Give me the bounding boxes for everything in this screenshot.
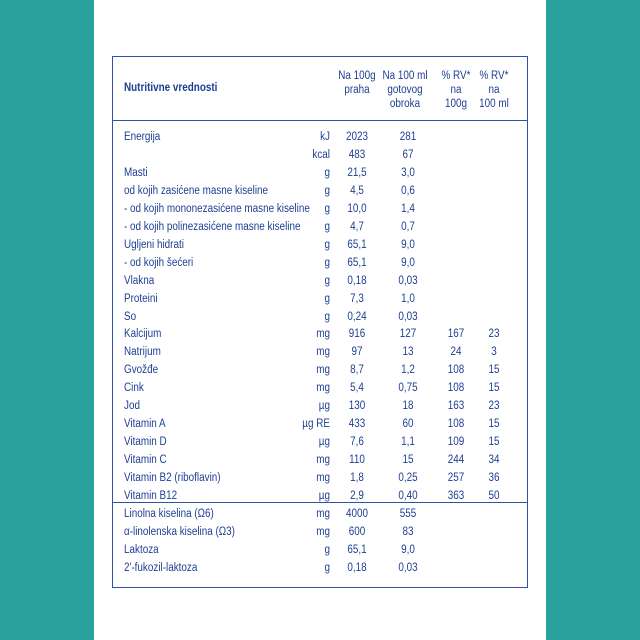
- header-rv-100g-line: na: [450, 84, 462, 96]
- row-name: α-linolenska kiselina (Ω3): [124, 525, 235, 538]
- row-name: Cink: [124, 382, 144, 395]
- row-value-100g: 2023: [345, 131, 369, 143]
- row-value-100ml: 0,03: [398, 274, 418, 287]
- row-value-100g: 0,18: [347, 274, 367, 287]
- row-value-100ml: 127: [399, 328, 417, 341]
- row-value-100g: 65,1: [347, 256, 367, 269]
- header-rv-100g-line: 100g: [444, 98, 468, 110]
- row-value-100ml: 9,0: [401, 543, 415, 556]
- row-value-100g: 130: [348, 400, 366, 413]
- row-name: Energija: [124, 131, 161, 143]
- row-rv-100ml: 15: [488, 436, 500, 449]
- row-value-100ml: 1,1: [401, 436, 415, 449]
- row-value-100g: 4,7: [350, 220, 364, 233]
- row-unit: g: [324, 220, 330, 233]
- row-value-100ml: 0,03: [398, 561, 418, 574]
- row-rv-100g: 24: [450, 346, 462, 359]
- row-value-100ml: 555: [399, 508, 417, 520]
- row-value-100g: 2,9: [350, 490, 364, 502]
- row-rv-100g: 108: [447, 382, 465, 395]
- table-title: Nutritivne vrednosti: [124, 82, 218, 94]
- row-name: Gvožđe: [124, 364, 159, 377]
- row-rv-100ml: 15: [488, 382, 500, 395]
- row-value-100g: 5,4: [350, 382, 364, 395]
- row-unit: mg: [316, 364, 330, 377]
- row-name: Masti: [124, 166, 148, 179]
- row-value-100ml: 18: [402, 400, 414, 413]
- row-value-100ml: 1,2: [401, 364, 415, 377]
- row-name: Ugljeni hidrati: [124, 238, 184, 251]
- row-value-100g: 110: [349, 454, 365, 467]
- row-value-100g: 7,3: [350, 292, 364, 305]
- row-value-100g: 8,7: [350, 364, 364, 377]
- row-name: 2'-fukozil-laktoza: [124, 561, 198, 574]
- row-unit: g: [324, 166, 330, 179]
- row-rv-100g: 257: [447, 472, 465, 485]
- row-unit: mg: [316, 382, 330, 395]
- row-value-100ml: 0,75: [398, 382, 418, 395]
- row-value-100g: 483: [348, 148, 366, 161]
- row-unit: µg RE: [302, 418, 330, 431]
- row-name: Proteini: [124, 292, 158, 305]
- row-name: Laktoza: [124, 543, 159, 556]
- row-unit: mg: [316, 346, 330, 359]
- row-unit: mg: [316, 328, 330, 341]
- row-name: Natrijum: [124, 346, 161, 359]
- header-rv-100g-line: % RV*: [441, 70, 471, 82]
- row-value-100ml: 13: [402, 346, 414, 359]
- row-unit: kcal: [312, 148, 330, 161]
- row-value-100g: 4000: [345, 508, 369, 520]
- row-unit: g: [324, 184, 330, 197]
- row-value-100ml: 0,7: [401, 220, 415, 233]
- row-value-100g: 916: [348, 328, 366, 341]
- row-value-100ml: 0,6: [401, 184, 415, 197]
- header-divider: [112, 120, 528, 121]
- row-unit: g: [324, 543, 330, 556]
- row-rv-100g: 163: [447, 400, 465, 413]
- row-value-100ml: 1,0: [401, 292, 415, 305]
- row-rv-100ml: 23: [488, 400, 500, 413]
- row-rv-100g: 108: [447, 418, 465, 431]
- row-name: Linolna kiselina (Ω6): [124, 508, 214, 520]
- row-name: Vitamin D: [124, 436, 167, 449]
- row-value-100ml: 9,0: [401, 238, 415, 251]
- row-name: - od kojih šećeri: [124, 256, 194, 269]
- header-per-100g-line: praha: [344, 84, 370, 96]
- row-unit: µg: [318, 490, 330, 502]
- row-name: Kalcijum: [124, 328, 162, 341]
- row-name: So: [124, 310, 137, 323]
- row-value-100g: 600: [348, 525, 366, 538]
- row-value-100g: 7,6: [350, 436, 364, 449]
- row-value-100g: 65,1: [347, 238, 367, 251]
- row-rv-100ml: 3: [491, 346, 497, 359]
- row-value-100ml: 67: [402, 148, 414, 161]
- row-value-100g: 1,8: [350, 472, 364, 485]
- row-unit: g: [324, 561, 330, 574]
- row-value-100ml: 9,0: [401, 256, 415, 269]
- row-value-100ml: 0,03: [398, 310, 418, 323]
- row-rv-100ml: 34: [488, 454, 500, 467]
- header-rv-100ml-line: 100 ml: [479, 98, 509, 110]
- row-value-100g: 65,1: [347, 543, 367, 556]
- row-value-100ml: 83: [402, 525, 414, 538]
- row-value-100g: 4,5: [350, 184, 364, 197]
- row-name: Vitamin B2 (riboflavin): [124, 472, 221, 485]
- row-name: Vitamin B12: [124, 490, 178, 502]
- row-unit: µg: [318, 436, 330, 449]
- row-name: - od kojih polinezasićene masne kiseline: [124, 220, 301, 233]
- header-per-100ml-line: gotovog: [387, 84, 423, 96]
- row-value-100g: 433: [348, 418, 366, 431]
- row-rv-100ml: 15: [488, 364, 500, 377]
- row-name: od kojih zasićene masne kiseline: [124, 184, 269, 197]
- row-unit: µg: [318, 400, 330, 413]
- header-per-100g-line: Na 100g: [338, 70, 376, 82]
- row-value-100g: 0,24: [347, 310, 367, 323]
- row-unit: kJ: [320, 131, 330, 143]
- row-value-100ml: 0,25: [398, 472, 418, 485]
- header-per-100ml-line: Na 100 ml: [382, 70, 428, 82]
- header-rv-100ml-line: na: [488, 84, 500, 96]
- row-value-100g: 97: [351, 346, 363, 359]
- row-rv-100g: 167: [447, 328, 465, 341]
- row-name: Vitamin C: [124, 454, 167, 467]
- row-value-100g: 10,0: [347, 202, 367, 215]
- row-value-100ml: 1,4: [401, 202, 415, 215]
- row-rv-100ml: 23: [488, 328, 500, 341]
- row-name: - od kojih mononezasićene masne kiseline: [124, 202, 310, 215]
- row-rv-100ml: 15: [488, 418, 500, 431]
- row-rv-100g: 108: [447, 364, 465, 377]
- row-value-100ml: 15: [402, 454, 414, 467]
- row-unit: mg: [316, 472, 330, 485]
- row-value-100ml: 281: [399, 131, 417, 143]
- row-value-100g: 0,18: [347, 561, 367, 574]
- row-rv-100ml: 36: [488, 472, 500, 485]
- row-value-100ml: 0,40: [398, 490, 418, 502]
- row-unit: g: [324, 256, 330, 269]
- row-unit: g: [324, 310, 330, 323]
- row-unit: g: [324, 238, 330, 251]
- row-value-100ml: 3,0: [401, 166, 415, 179]
- row-unit: g: [324, 202, 330, 215]
- row-unit: mg: [316, 525, 330, 538]
- row-value-100ml: 60: [402, 418, 414, 431]
- row-name: Vlakna: [124, 274, 155, 287]
- row-rv-100ml: 50: [488, 490, 500, 502]
- row-unit: g: [324, 292, 330, 305]
- header-rv-100ml-line: % RV*: [479, 70, 509, 82]
- row-unit: mg: [316, 454, 330, 467]
- row-unit: mg: [316, 508, 330, 520]
- row-name: Vitamin A: [124, 418, 166, 431]
- row-rv-100g: 244: [447, 454, 465, 467]
- row-rv-100g: 109: [447, 436, 465, 449]
- row-rv-100g: 363: [447, 490, 465, 502]
- row-unit: g: [324, 274, 330, 287]
- row-value-100g: 21,5: [347, 166, 367, 179]
- row-name: Jod: [124, 400, 140, 413]
- header-per-100ml-line: obroka: [389, 98, 421, 110]
